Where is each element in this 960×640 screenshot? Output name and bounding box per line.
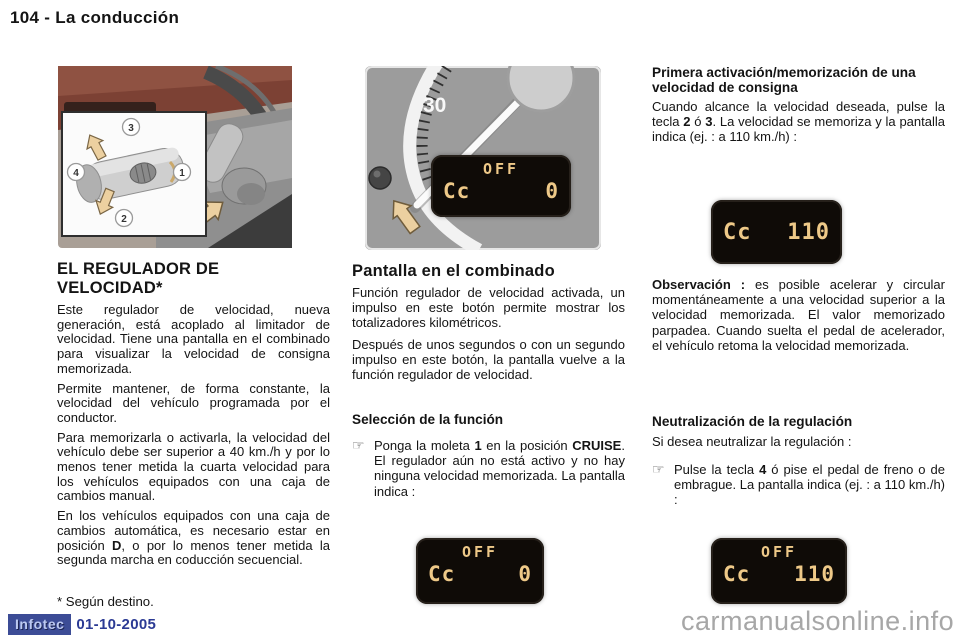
stalk-control-illustration xyxy=(58,66,292,248)
stalk-button-2-label: 2 xyxy=(121,214,127,225)
paragraph: Función regulador de velocidad activada, un impulso en este botón permite mostrar los totalizadores kilométricos. xyxy=(352,285,625,331)
lcd-label: Cc xyxy=(723,220,752,245)
page-header: 104 - La conducción xyxy=(10,8,180,27)
subsection-title-seleccion: Selección de la función xyxy=(352,412,504,427)
footnote: * Según destino. xyxy=(57,594,154,609)
lcd-value: 0 xyxy=(518,562,532,586)
section-title-pantalla: Pantalla en el combinado xyxy=(352,262,555,280)
stalk-inset-diagram xyxy=(62,112,206,236)
lcd-display-combined xyxy=(431,155,571,217)
lcd-label: Cc xyxy=(428,562,456,586)
infotec-badge: Infotec xyxy=(8,614,71,635)
paragraph: Permite mantener, de forma constante, la velocidad del vehículo programada por el conductor. xyxy=(57,380,330,425)
paragraph: Cuando alcance la velocidad deseada, pulse la tecla 2 ó 3. La velocidad se memoriza y la pantalla indica (ej. : a 110 km./h) : xyxy=(652,99,945,145)
lcd-label: Cc xyxy=(723,562,751,586)
revision-date: 01-10-2005 xyxy=(76,616,157,633)
subsection-title-neutralizacion: Neutralización de la regulación xyxy=(652,414,853,429)
lcd-status: OFF xyxy=(461,543,499,561)
stalk-button-3 xyxy=(123,119,140,136)
lcd-status: OFF xyxy=(482,160,520,178)
lcd-label: Cc xyxy=(443,179,471,203)
lcd-value: 110 xyxy=(794,562,835,586)
instruction-text: Ponga la moleta 1 en la posición CRUISE. El regulador aún no está activo y no hay ninguna velocidad memorizada. La pantalla indica : xyxy=(374,438,625,499)
watermark: carmanualsonline.info xyxy=(681,606,955,636)
display-mode-button xyxy=(369,167,391,189)
pointing-hand-icon: ☞ xyxy=(352,437,365,453)
lcd-value: 0 xyxy=(545,179,559,203)
stalk-button-4-label: 4 xyxy=(73,168,79,179)
stalk-button-3-label: 3 xyxy=(128,123,134,134)
stalk-button-4 xyxy=(68,164,85,181)
speedometer-figure xyxy=(365,66,601,250)
instruction-item xyxy=(652,462,945,508)
stalk-control-figure xyxy=(58,66,292,248)
paragraph: Para memorizarla o activarla, la velocidad del vehículo debe ser superior a 40 km./h y por lo menos tener metida la cuarta velocidad para los vehículos equipados con una caja de cambios manual. xyxy=(57,429,330,504)
speedo-tick-label-30: 30 xyxy=(423,94,447,117)
instruction-item xyxy=(352,438,625,499)
lcd-status: OFF xyxy=(760,543,798,561)
lcd-value: 110 xyxy=(787,220,830,245)
observation-paragraph: Observación : es posible acelerar y circular momentáneamente a una velocidad superior a la velocidad memorizada. El valor memorizado parpadea. Cuando suelta el pedal de acelerador, el vehículo retoma la velocidad memorizada. xyxy=(652,277,945,353)
pointing-hand-icon: ☞ xyxy=(652,461,665,477)
paragraph: Después de unos segundos o con un segundo impulso en este botón, la pantalla vuelve a la función regulador de velocidad. xyxy=(352,336,625,383)
section-title-regulador: EL REGULADOR DE VELOCIDAD* xyxy=(57,260,220,297)
paragraph: Este regulador de velocidad, nueva generación, está acoplado al limitador de velocidad. Tiene una pantalla en el combinado para visualizar la velocidad de consigna memorizada. xyxy=(57,302,330,376)
paragraph: En los vehículos equipados con una caja de cambios automática, es necesario estar en posición D, o por lo menos tener metida la segunda marcha en coducción secuencial. xyxy=(57,508,330,568)
instruction-text: Pulse la tecla 4 ó pise el pedal de freno o de embrague. La pantalla indica (ej. : a 110 km./h) : xyxy=(674,462,945,508)
paragraph: Si desea neutralizar la regulación : xyxy=(652,434,852,449)
stalk-button-1-label: 1 xyxy=(179,168,185,179)
section-title-primera-activacion: Primera activación/memorización de una velocidad de consigna xyxy=(652,65,916,95)
stalk-button-1 xyxy=(174,164,191,181)
stalk-button-2 xyxy=(116,210,133,227)
lcd-display-memorized xyxy=(711,200,842,264)
lcd-display-selection xyxy=(416,538,544,604)
lcd-display-neutralized xyxy=(711,538,847,604)
